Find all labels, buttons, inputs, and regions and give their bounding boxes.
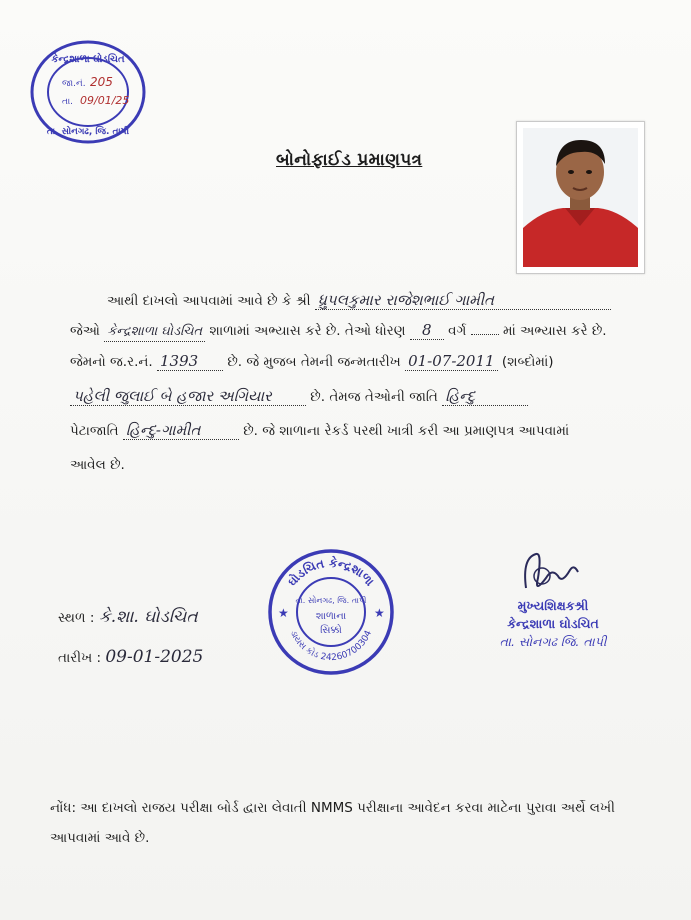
line3-end: (શબ્દોમાં)	[501, 354, 554, 370]
line4-mid: છે. તેમજ તેઓની જાતિ	[310, 389, 438, 405]
stamp-top-outer-text: કેન્દ્રશાળા ઘોડચિત	[51, 54, 125, 65]
school-name: કેન્દ્રશાળા ઘોડચિત	[104, 323, 205, 342]
line3-prefix: જેમનો જ.ર.નં.	[70, 354, 153, 370]
line5-prefix: પેટાજાતિ	[70, 423, 119, 439]
date-value: 09-01-2025	[105, 647, 204, 667]
standard: 8	[410, 321, 444, 340]
body-line-6: આવેલ છે.	[70, 457, 125, 473]
register-number: 1393	[157, 352, 223, 371]
stamp-top-bottom-text: તા. સોનગઢ, જિ. તાપી	[46, 127, 130, 137]
student-photo	[516, 121, 645, 274]
round-stamp-inner-text: તા. સોનગઢ, જિ. તાપી	[295, 596, 367, 605]
round-stamp-center-text-2: સિક્કો	[320, 625, 342, 636]
student-name: ધ્રુપલકુમાર રાજેશભાઈ ગામીત	[315, 291, 611, 310]
stamp-inward-label: જા.નં.	[62, 79, 86, 89]
birth-date-words: પહેલી જુલાઈ બે હજાર અગિયાર	[70, 387, 306, 406]
stamp-date-value: 09/01/25	[80, 94, 130, 107]
place-label: સ્થળ :	[58, 610, 95, 626]
body-line-3	[70, 352, 554, 371]
division	[471, 334, 499, 335]
place-value: કે.શા. ઘોડચિત	[98, 607, 198, 627]
line3-mid: છે. જે મુજબ તેમની જન્મતારીખ	[227, 354, 401, 370]
date-row	[58, 648, 203, 667]
line1-prefix: આથી દાખલો આપવામાં આવે છે કે શ્રી	[107, 293, 311, 309]
signature-place: તા. સોનગઢ જિ. તાપી	[499, 634, 607, 649]
body-line-2	[70, 321, 607, 342]
line5-end: છે. જે શાળાના રેકર્ડ પરથી ખાત્રી કરી આ પ્રમાણપત્ર આપવામાં	[243, 423, 570, 439]
star-icon: ★	[374, 606, 385, 620]
footnote: નોંધ: આ દાખલો રાજય પરીક્ષા બોર્ડ દ્વારા લેવાતી NMMS પરીક્ષાના આવેદન કરવા માટેના પુરાવા અર્થે લખી આપવામાં આવે છે.	[50, 800, 615, 846]
date-label: તારીખ :	[58, 650, 102, 666]
round-stamp-bottom-text: ડાયસ કોડ 24260700304	[287, 629, 375, 664]
inward-stamp	[28, 38, 148, 146]
round-stamp-center-text: શાળાના	[315, 611, 347, 622]
star-icon: ★	[278, 606, 289, 620]
signature-block	[493, 597, 613, 651]
birth-date: 01-07-2011	[405, 352, 497, 371]
body-line-4	[70, 387, 528, 406]
stamp-inward-no: 205	[90, 75, 113, 89]
subcaste: હિન્દુ-ગામીત	[123, 421, 239, 440]
stamp-date-label: તા.	[62, 97, 74, 107]
line2-mid: શાળામાં અભ્યાસ કરે છે. તેઓ ધોરણ	[209, 323, 406, 339]
line2-prefix: જેઓ	[70, 323, 100, 339]
body-line-1	[107, 291, 611, 310]
school-round-stamp	[266, 547, 396, 677]
headmaster-signature	[512, 548, 592, 598]
place-row	[58, 608, 198, 627]
page-title: બોનોફાઈડ પ્રમાણપત્ર	[276, 150, 423, 170]
round-stamp-outer-text: ઘોડચિત કેન્દ્રશાળા	[285, 555, 377, 589]
line2-class: વર્ગ	[448, 323, 467, 339]
signature-title: મુખ્યશિક્ષકશ્રી	[517, 598, 589, 613]
body-line-5	[70, 421, 569, 440]
signature-school: કેન્દ્રશાળા ઘોડચિત	[507, 616, 599, 631]
line2-end: માં અભ્યાસ કરે છે.	[502, 323, 607, 339]
caste: હિન્દુ	[442, 387, 528, 406]
